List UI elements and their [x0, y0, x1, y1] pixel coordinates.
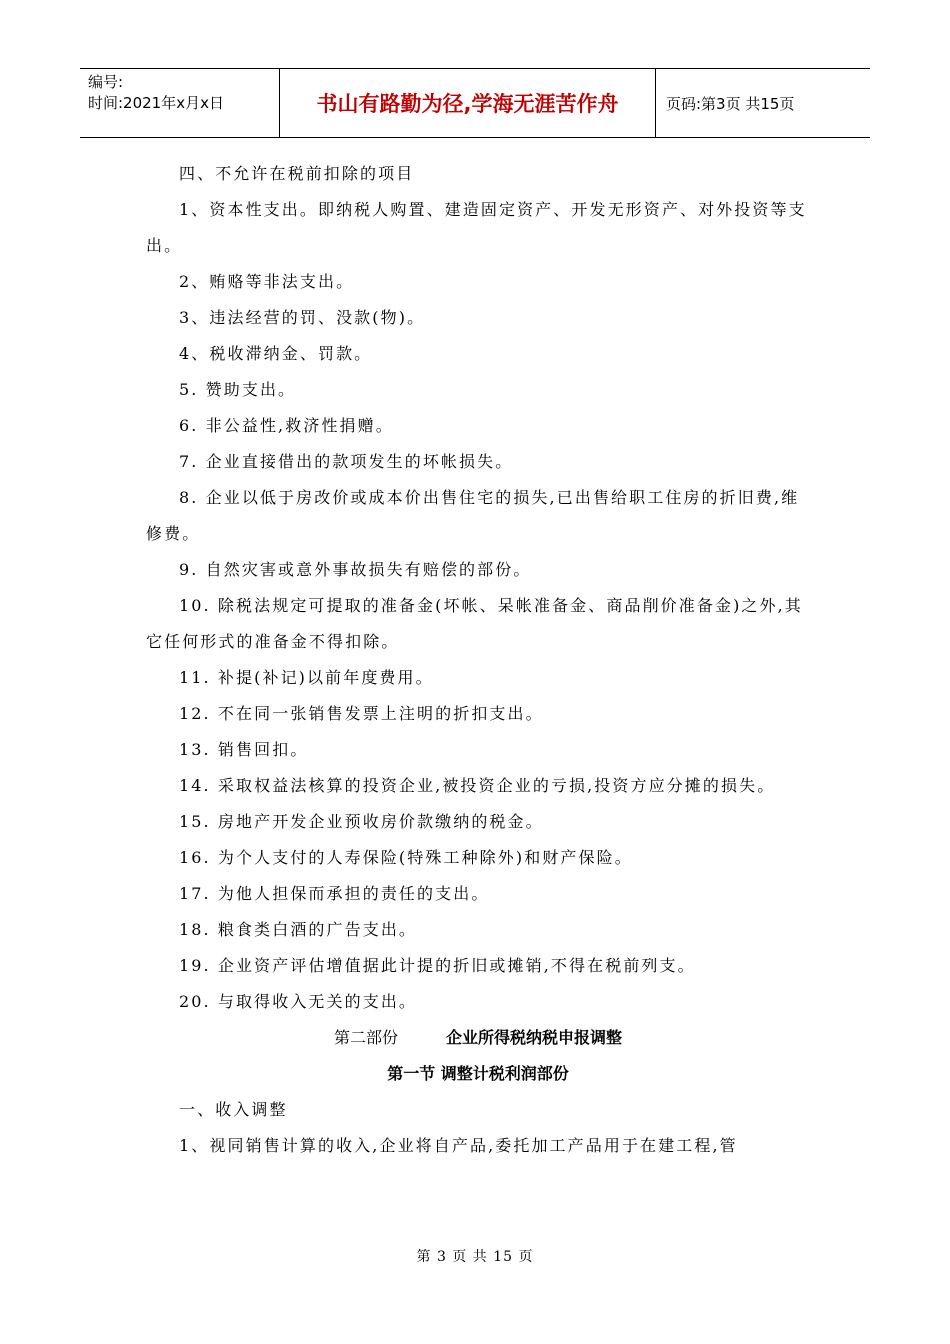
- paragraph: 20. 与取得收入无关的支出。: [179, 992, 418, 1011]
- paragraph: 14. 采取权益法核算的投资企业,被投资企业的亏损,投资方应分摊的损失。: [179, 776, 776, 795]
- header-meta: [80, 69, 280, 137]
- paragraph: 1、视同销售计算的收入,企业将自产品,委托加工产品用于在建工程,管: [179, 1136, 738, 1155]
- paragraph: 6. 非公益性,救济性捐赠。: [179, 416, 394, 435]
- paragraph: 7. 企业直接借出的款项发生的坏帐损失。: [179, 452, 514, 471]
- part-label: 第二部份: [333, 1028, 398, 1047]
- paragraph: 一、收入调整: [179, 1100, 288, 1119]
- paragraph: 5. 赞助支出。: [179, 380, 297, 399]
- paragraph: 12. 不在同一张销售发票上注明的折扣支出。: [179, 704, 544, 723]
- part-name: 企业所得税纳税申报调整: [446, 1028, 623, 1047]
- section-heading: 第一节 调整计税利润部份: [387, 1064, 569, 1083]
- paragraph: 19. 企业资产评估增值据此计提的折旧或摊销,不得在税前列支。: [179, 956, 696, 975]
- paragraph: 3、违法经营的罚、没款(物)。: [179, 308, 426, 327]
- paragraph: 9. 自然灾害或意外事故损失有赔偿的部份。: [179, 560, 532, 579]
- page-header: [80, 68, 870, 138]
- header-motto: 书山有路勤为径,学海无涯苦作舟: [280, 69, 656, 137]
- document-date-label: 时间:2021年x月x日: [88, 94, 224, 112]
- paragraph: 四、不允许在税前扣除的项目: [179, 164, 415, 183]
- paragraph: 2、贿赂等非法支出。: [179, 272, 355, 291]
- paragraph: 15. 房地产开发企业预收房价款缴纳的税金。: [179, 812, 544, 831]
- paragraph: 18. 粮食类白酒的广告支出。: [179, 920, 418, 939]
- part-heading: [146, 1020, 810, 1056]
- paragraph: 13. 销售回扣。: [179, 740, 309, 759]
- paragraph: 8. 企业以低于房改价或成本价出售住宅的损失,已出售给职工住房的折旧费,维修费。: [146, 488, 800, 543]
- paragraph: 4、税收滞纳金、罚款。: [179, 344, 373, 363]
- header-page-number: 页码:第3页 共15页: [666, 94, 795, 113]
- paragraph: 17. 为他人担保而承担的责任的支出。: [179, 884, 490, 903]
- page-footer: 第 3 页 共 15 页: [416, 1249, 534, 1265]
- document-number-label: 编号:: [88, 73, 124, 91]
- paragraph: 10. 除税法规定可提取的准备金(坏帐、呆帐准备金、商品削价准备金)之外,其它任何形式的准备金不得扣除。: [146, 596, 803, 651]
- document-body: [146, 156, 810, 1164]
- paragraph: 16. 为个人支付的人寿保险(特殊工种除外)和财产保险。: [179, 848, 633, 867]
- paragraph: 1、资本性支出。即纳税人购置、建造固定资产、开发无形资产、对外投资等支出。: [146, 200, 807, 255]
- paragraph: 11. 补提(补记)以前年度费用。: [179, 668, 434, 687]
